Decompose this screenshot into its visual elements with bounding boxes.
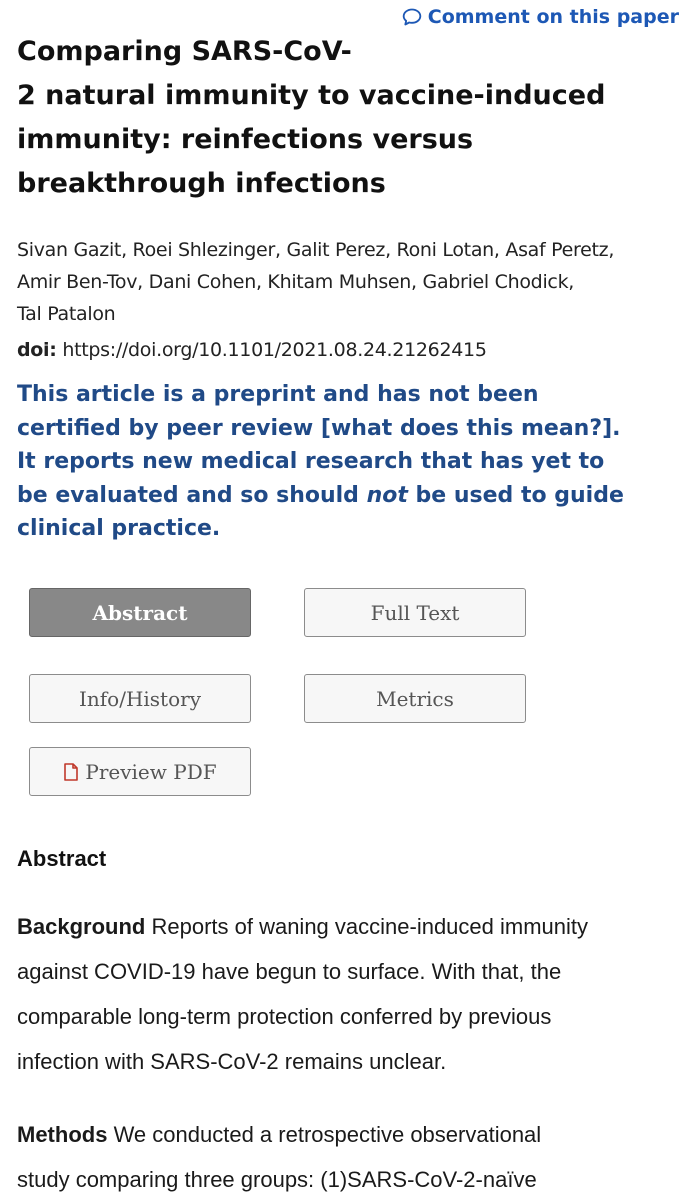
author-line: Sivan Gazit, Roei Shlezinger, Galit Perez, Roni Lotan, Asaf Peretz, xyxy=(17,239,615,261)
paragraph-text: We conducted a retrospective observational xyxy=(107,1122,542,1147)
author-line: Tal Patalon xyxy=(17,303,116,325)
abstract-background-paragraph xyxy=(17,904,687,1084)
notice-line xyxy=(17,479,687,513)
speech-bubble-icon xyxy=(402,7,422,27)
preview-pdf-button[interactable] xyxy=(29,747,251,796)
paragraph-line xyxy=(17,1112,687,1157)
notice-line: clinical practice. xyxy=(17,516,221,541)
paragraph-line xyxy=(17,904,687,949)
title-line: immunity: reinfections versus xyxy=(17,124,474,155)
paper-title xyxy=(17,30,637,206)
notice-line: It reports new medical research that has yet to xyxy=(17,449,605,474)
title-line: 2 natural immunity to vaccine-induced xyxy=(17,80,606,111)
doi-link[interactable]: https://doi.org/10.1101/2021.08.24.21262415 xyxy=(62,339,487,361)
notice-line[interactable]: certified by peer review [what does this mean?]. xyxy=(17,415,621,441)
pdf-file-icon xyxy=(63,763,79,781)
title-line: breakthrough infections xyxy=(17,168,386,199)
author-line: Amir Ben-Tov, Dani Cohen, Khitam Muhsen, Gabriel Chodick, xyxy=(17,271,575,293)
tab-full-text[interactable] xyxy=(304,588,526,637)
tab-abstract-label: Abstract xyxy=(92,600,188,625)
background-label: Background xyxy=(17,914,146,939)
paragraph-line: study comparing three groups: (1)SARS-CoV-2-naïve xyxy=(17,1167,537,1192)
paragraph-line: infection with SARS-CoV-2 remains unclear. xyxy=(17,1049,447,1074)
abstract-methods-paragraph xyxy=(17,1112,687,1200)
paragraph-line: comparable long-term protection conferred by previous xyxy=(17,1004,552,1029)
author-list xyxy=(17,234,682,330)
methods-label: Methods xyxy=(17,1122,108,1147)
comment-on-paper-link[interactable] xyxy=(402,6,679,28)
notice-line: This article is a preprint and has not been xyxy=(17,382,539,407)
abstract-heading: Abstract xyxy=(17,846,107,871)
notice-emphasis: not xyxy=(366,482,408,508)
tab-info-history[interactable] xyxy=(29,674,251,723)
tab-metrics[interactable] xyxy=(304,674,526,723)
tab-full-text-label: Full Text xyxy=(370,600,460,625)
notice-text: be evaluated and so should xyxy=(17,482,367,508)
notice-text: be used to guide xyxy=(407,482,624,508)
tab-metrics-label: Metrics xyxy=(376,686,454,711)
paragraph-line: against COVID-19 have begun to surface. With that, the xyxy=(17,959,562,984)
tab-abstract[interactable] xyxy=(29,588,251,637)
comment-link-label: Comment on this paper xyxy=(427,6,679,28)
tab-info-history-label: Info/History xyxy=(78,686,201,711)
title-line: Comparing SARS-CoV- xyxy=(17,36,352,67)
doi-label: doi: xyxy=(17,339,57,361)
paragraph-text: Reports of waning vaccine-induced immunity xyxy=(145,914,589,939)
preview-pdf-label: Preview PDF xyxy=(85,759,217,784)
preprint-notice xyxy=(17,378,687,546)
doi-line xyxy=(17,334,487,366)
